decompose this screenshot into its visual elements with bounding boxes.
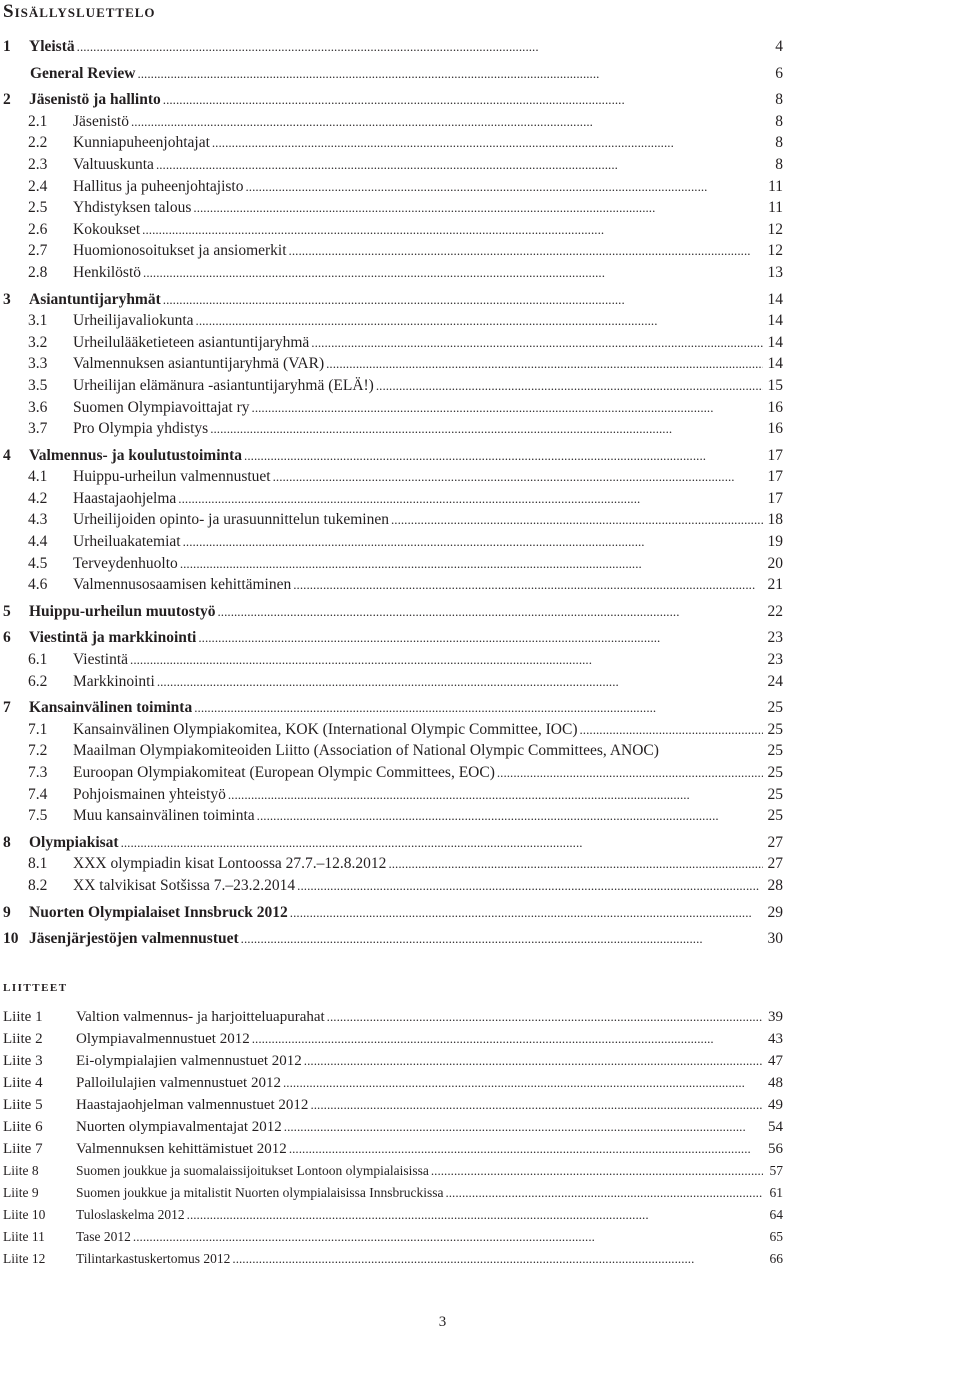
toc-entry-title: Suomen Olympiavoittajat ry <box>73 398 250 416</box>
dot-leader <box>143 262 763 284</box>
dot-leader <box>297 875 763 897</box>
appendix-label: Liite 12 <box>3 1251 46 1266</box>
dot-leader <box>241 928 763 950</box>
toc-entry-number: 4.4 <box>28 533 48 551</box>
toc-entry[interactable] <box>3 197 783 219</box>
appendix-page: 47 <box>768 1053 783 1069</box>
toc-entry-title: Nuorten Olympialaiset Innsbruck 2012 <box>29 903 288 921</box>
appendix-entry[interactable] <box>3 1160 783 1182</box>
dot-leader <box>232 1248 763 1270</box>
toc-entry[interactable] <box>3 89 783 111</box>
toc-entry-title: Asiantuntijaryhmät <box>29 290 161 308</box>
dot-leader <box>289 240 763 262</box>
toc-entry[interactable] <box>3 875 783 897</box>
toc-entry-number: 8.2 <box>28 876 48 894</box>
appendix-page: 65 <box>769 1229 783 1244</box>
toc-entry-page: 11 <box>768 199 783 217</box>
toc-entry-page: 14 <box>767 290 783 308</box>
toc-entry-title: XX talvikisat Sotšissa 7.–23.2.2014 <box>73 876 296 894</box>
toc-entry-title: Urheilulääketieteen asiantuntijaryhmä <box>73 333 310 351</box>
dot-leader <box>121 832 763 854</box>
toc-heading: Sisällysluettelo <box>3 1 156 22</box>
toc-entry-page: 25 <box>767 742 783 760</box>
page-number: 3 <box>438 1314 447 1330</box>
toc-entry[interactable] <box>3 262 783 284</box>
toc-entry-number: 3.6 <box>28 398 48 416</box>
toc-entry[interactable] <box>3 289 783 311</box>
dot-leader <box>257 805 763 827</box>
appendix-entry[interactable] <box>3 1226 783 1248</box>
toc-entry-page: 14 <box>767 355 783 373</box>
toc-entry-title: Hallitus ja puheenjohtajisto <box>73 177 244 195</box>
appendix-title: Palloilulajien valmennustuet 2012 <box>76 1075 281 1091</box>
toc-entry-page: 24 <box>767 672 783 690</box>
appendix-label: Liite 11 <box>3 1229 45 1244</box>
appendix-title: Suomen joukkue ja suomalaissijoitukset Lontoon olympialaisissa <box>76 1163 429 1178</box>
dot-leader <box>137 63 763 85</box>
toc-entry-title: Jäsenistö <box>73 112 129 130</box>
appendix-title: Haastajaohjelman valmennustuet 2012 <box>76 1097 309 1113</box>
appendix-page: 61 <box>769 1185 783 1200</box>
toc-entry-page: 14 <box>767 333 783 351</box>
appendix-label: Liite 1 <box>3 1009 43 1025</box>
appendix-list <box>3 1006 783 1270</box>
appendix-label: Liite 8 <box>3 1163 39 1178</box>
toc-entry-number: 3.3 <box>28 355 48 373</box>
toc-entry-page: 11 <box>768 177 783 195</box>
toc-entry-title: Muu kansainvälinen toiminta <box>73 807 255 825</box>
toc-entry-title: Kokoukset <box>73 220 141 238</box>
toc-entry[interactable] <box>3 784 783 806</box>
toc-entry[interactable] <box>3 805 783 827</box>
toc-entry[interactable] <box>3 928 783 950</box>
appendix-page: 57 <box>769 1163 783 1178</box>
dot-leader <box>178 488 763 510</box>
toc-entry[interactable] <box>3 719 783 741</box>
dot-leader <box>198 627 763 649</box>
toc-entry-number: 5 <box>3 602 11 620</box>
toc-entry-title: Urheilijan elämänura -asiantuntijaryhmä (ELÄ!) <box>73 376 374 394</box>
toc-entry-number: 3.2 <box>28 333 48 351</box>
dot-leader <box>244 445 763 467</box>
toc-entry[interactable] <box>3 132 783 154</box>
toc-entry-page: 17 <box>767 446 783 464</box>
toc-entry[interactable] <box>3 853 783 875</box>
dot-leader <box>497 762 763 784</box>
dot-leader <box>391 509 763 531</box>
toc-entry-page: 27 <box>767 833 783 851</box>
toc-entry-title: Huippu-urheilun muutostyö <box>29 602 216 620</box>
toc-entry-title: Euroopan Olympiakomiteat (European Olympic Committees, EOC) <box>73 764 495 781</box>
toc-entry-page: 6 <box>775 64 783 82</box>
toc-entry-page: 30 <box>767 930 783 948</box>
dot-leader <box>194 697 763 719</box>
dot-leader <box>311 332 763 354</box>
toc-entry-number: 2.6 <box>28 220 48 238</box>
toc-entry-page: 12 <box>767 220 783 238</box>
appendix-entry[interactable] <box>3 1248 783 1270</box>
appendix-page: 54 <box>768 1119 783 1135</box>
appendix-label: Liite 4 <box>3 1075 43 1091</box>
appendix-title: Olympiavalmennustuet 2012 <box>76 1031 250 1047</box>
appendix-label: Liite 5 <box>3 1097 43 1113</box>
dot-leader <box>388 853 763 875</box>
toc-entry-title: Valmennusosaamisen kehittäminen <box>73 576 292 594</box>
toc-entry-page: 12 <box>767 242 783 260</box>
appendix-page: 39 <box>768 1009 783 1025</box>
appendix-entry[interactable] <box>3 1094 783 1116</box>
dot-leader <box>130 649 763 671</box>
toc-entry-title: Jäsenistö ja hallinto <box>29 91 161 109</box>
toc-entry-title: Kansainvälinen toiminta <box>29 699 193 717</box>
dot-leader <box>133 1226 763 1248</box>
toc-entry-title: Huomionosoitukset ja ansiomerkit <box>73 242 287 260</box>
toc-entry-number: 7.2 <box>28 742 48 760</box>
toc-entry-page: 23 <box>767 651 783 669</box>
toc-entry-title: Yhdistyksen talous <box>73 199 192 217</box>
dot-leader <box>252 1028 763 1050</box>
toc-entry-number: 3.5 <box>28 376 48 394</box>
dot-leader <box>163 289 763 311</box>
toc-entry-page: 17 <box>767 489 783 507</box>
toc-entry[interactable] <box>3 397 783 419</box>
dot-leader <box>196 310 763 332</box>
toc-entry[interactable] <box>3 154 783 176</box>
dot-leader <box>157 671 763 693</box>
toc-entry[interactable] <box>3 418 783 440</box>
toc-entry-number: 3 <box>3 290 11 308</box>
toc-entry-number: 2 <box>3 91 11 109</box>
toc-entry-title: Terveydenhuolto <box>73 554 178 572</box>
toc-entry-number: 6 <box>3 629 11 647</box>
appendix-page: 64 <box>769 1207 783 1222</box>
toc-entry-page: 18 <box>767 511 783 529</box>
dot-leader <box>210 418 763 440</box>
toc-entry[interactable] <box>3 176 783 198</box>
dot-leader <box>273 466 763 488</box>
appendix-label: Liite 2 <box>3 1031 43 1047</box>
toc-entry[interactable] <box>3 310 783 332</box>
dot-leader <box>289 1138 763 1160</box>
dot-leader <box>445 1182 763 1204</box>
appendix-entry[interactable] <box>3 1116 783 1138</box>
appendix-title: Tase 2012 <box>76 1229 131 1244</box>
toc-entry-number: 7 <box>3 699 11 717</box>
toc-entry-page: 21 <box>767 576 783 594</box>
toc-entry-title: Henkilöstö <box>73 263 142 281</box>
toc-entry-page: 16 <box>767 398 783 416</box>
toc-entry-number: 6.1 <box>28 651 48 669</box>
toc-entry-number: 2.5 <box>28 199 48 217</box>
appendix-page: 66 <box>769 1251 783 1266</box>
toc-entry[interactable] <box>3 627 783 649</box>
appendix-label: Liite 3 <box>3 1053 43 1069</box>
toc-entry[interactable] <box>3 445 783 467</box>
toc-entry-number: 4 <box>3 446 11 464</box>
toc-entry-number: 8 <box>3 833 11 851</box>
toc-entry-page: 8 <box>775 134 783 152</box>
toc-entry[interactable] <box>3 353 783 375</box>
toc-entry-page: 20 <box>767 554 783 572</box>
toc-entry[interactable] <box>3 762 783 784</box>
toc-entry-number: 10 <box>3 930 19 948</box>
dot-leader <box>142 219 763 241</box>
dot-leader <box>293 574 763 596</box>
appendix-title: Ei-olympialajien valmennustuet 2012 <box>76 1053 302 1069</box>
toc-entry-title: Viestintä <box>73 651 129 669</box>
dot-leader <box>283 1072 763 1094</box>
toc-entry-page: 8 <box>775 112 783 130</box>
toc-entry-page: 13 <box>767 263 783 281</box>
dot-leader <box>180 553 763 575</box>
appendix-entry[interactable] <box>3 1204 783 1226</box>
toc-entry-number: 7.5 <box>28 807 48 825</box>
toc-entry-number: 3.7 <box>28 420 48 438</box>
toc-entry-page: 14 <box>767 312 783 330</box>
toc-entry-title: General Review <box>30 64 136 82</box>
toc-entry[interactable] <box>3 553 783 575</box>
toc-entry-title: Valmennus- ja koulutustoiminta <box>29 446 243 464</box>
toc-entry-page: 29 <box>767 903 783 921</box>
dot-leader <box>193 197 763 219</box>
toc-entry-page: 16 <box>767 420 783 438</box>
toc-entry-title: Markkinointi <box>73 672 155 690</box>
dot-leader <box>131 111 763 133</box>
toc-entry-page: 25 <box>767 699 783 717</box>
toc-entry-title: Maailman Olympiakomiteoiden Liitto (Association of National Olympic Committees, ANOC) <box>73 742 659 760</box>
dot-leader <box>187 1204 763 1226</box>
toc-entry-title: Jäsenjärjestöjen valmennustuet <box>29 930 239 948</box>
toc-entry-title: Pro Olympia yhdistys <box>73 420 209 438</box>
toc-entry-number: 1 <box>3 38 11 55</box>
toc-entry-number: 2.3 <box>28 155 48 173</box>
toc-entry-title: Valmennuksen asiantuntijaryhmä (VAR) <box>73 355 325 373</box>
dot-leader <box>327 1006 763 1028</box>
toc-entry-number: 6.2 <box>28 672 48 690</box>
toc-entry-title: Huippu-urheilun valmennustuet <box>73 468 271 486</box>
toc-entry[interactable] <box>3 509 783 531</box>
toc-entry-number: 2.7 <box>28 242 48 260</box>
dot-leader <box>77 36 763 58</box>
toc-entry-title: Urheilijavaliokunta <box>73 312 194 330</box>
toc-entry[interactable] <box>3 375 783 397</box>
toc-entry-title: Valtuuskunta <box>73 155 154 173</box>
dot-leader <box>310 1094 763 1116</box>
appendix-title: Valtion valmennus- ja harjoitteluapurahat <box>76 1009 325 1025</box>
appendix-entry[interactable] <box>3 1138 783 1160</box>
appendix-heading: liitteet <box>3 978 68 995</box>
toc-entry-page: 25 <box>767 807 783 825</box>
toc-entry-number: 2.1 <box>28 112 48 130</box>
appendix-title: Nuorten olympiavalmentajat 2012 <box>76 1119 282 1135</box>
appendix-entry[interactable] <box>3 1028 783 1050</box>
appendix-entry[interactable] <box>3 1050 783 1072</box>
toc-entry[interactable] <box>3 219 783 241</box>
appendix-page: 48 <box>768 1075 783 1091</box>
dot-leader <box>431 1160 763 1182</box>
toc-entry-title: Yleistä <box>29 38 75 55</box>
dot-leader <box>156 154 763 176</box>
toc-entry[interactable] <box>3 697 783 719</box>
toc-entry-page: 8 <box>775 91 783 109</box>
dot-leader <box>212 132 763 154</box>
toc-entry[interactable] <box>3 832 783 854</box>
dot-leader <box>183 531 763 553</box>
appendix-entry[interactable] <box>3 1072 783 1094</box>
toc-entry-page: 23 <box>767 629 783 647</box>
appendix-title: Tilintarkastuskertomus 2012 <box>76 1251 231 1266</box>
dot-leader <box>163 89 763 111</box>
dot-leader <box>252 397 763 419</box>
toc-entry-number: 8.1 <box>28 855 48 873</box>
appendix-label: Liite 9 <box>3 1185 39 1200</box>
appendix-label: Liite 10 <box>3 1207 46 1222</box>
toc-entry[interactable] <box>3 649 783 671</box>
toc-entry-title: Olympiakisat <box>29 833 119 851</box>
toc-entry[interactable] <box>3 240 783 262</box>
appendix-label: Liite 7 <box>3 1141 43 1157</box>
appendix-entry[interactable] <box>3 1006 783 1028</box>
appendix-title: Valmennuksen kehittämistuet 2012 <box>76 1141 287 1157</box>
appendix-title: Suomen joukkue ja mitalistit Nuorten olympialaisissa Innsbruckissa <box>76 1185 444 1200</box>
toc-entry-page: 27 <box>767 855 783 873</box>
toc-entry[interactable] <box>3 671 783 693</box>
toc-entry-page: 25 <box>767 720 783 738</box>
dot-leader <box>290 902 763 924</box>
toc-entry-title: Pohjoismainen yhteistyö <box>73 785 226 803</box>
toc-entry-page: 28 <box>767 876 783 894</box>
toc-entry-title: Urheilijoiden opinto- ja urasuunnittelun tukeminen <box>73 511 389 529</box>
toc-entry-page: 15 <box>767 376 783 394</box>
toc-entry[interactable] <box>3 902 783 924</box>
toc-entry-number: 9 <box>3 903 11 921</box>
dot-leader <box>228 784 763 806</box>
dot-leader <box>376 375 763 397</box>
toc-entry-title: XXX olympiadin kisat Lontoossa 27.7.–12.8.2012 <box>73 855 387 873</box>
toc-entry-number: 2.2 <box>28 134 48 152</box>
toc-entry-number: 4.3 <box>28 511 48 529</box>
toc-entry[interactable] <box>3 111 783 133</box>
toc-entry-number: 7.4 <box>28 785 48 803</box>
dot-leader <box>245 176 763 198</box>
toc-entry[interactable] <box>3 531 783 553</box>
appendix-title: Tuloslaskelma 2012 <box>76 1207 185 1222</box>
toc-entry-number: 2.4 <box>28 177 48 195</box>
dot-leader <box>580 719 764 741</box>
toc-entry[interactable] <box>3 332 783 354</box>
toc-entry-number: 7.3 <box>28 764 48 781</box>
dot-leader <box>326 353 763 375</box>
toc-entry-number: 4.5 <box>28 554 48 572</box>
toc-entry-title: Urheiluakatemiat <box>73 533 181 551</box>
toc-entry-number: 3.1 <box>28 312 48 330</box>
toc-entry-page: 17 <box>767 468 783 486</box>
dot-leader <box>304 1050 763 1072</box>
toc-entry-page: 22 <box>767 602 783 620</box>
toc-entry-number: 4.6 <box>28 576 48 594</box>
toc-entry-page: 19 <box>767 533 783 551</box>
toc-entry[interactable] <box>3 488 783 510</box>
toc-entry[interactable] <box>3 601 783 623</box>
toc-entry-number: 7.1 <box>28 720 48 738</box>
appendix-entry[interactable] <box>3 1182 783 1204</box>
table-of-contents <box>3 36 783 950</box>
toc-entry[interactable] <box>3 574 783 596</box>
appendix-label: Liite 6 <box>3 1119 43 1135</box>
toc-entry-page: 25 <box>767 764 783 781</box>
toc-entry-number: 4.2 <box>28 489 48 507</box>
toc-entry[interactable] <box>3 36 783 58</box>
toc-entry-page: 8 <box>775 155 783 173</box>
appendix-page: 56 <box>768 1141 783 1157</box>
toc-entry-page: 4 <box>775 38 783 55</box>
toc-entry-title: Viestintä ja markkinointi <box>29 629 197 647</box>
toc-entry-number: 4.1 <box>28 468 48 486</box>
dot-leader <box>284 1116 763 1138</box>
dot-leader <box>218 601 764 623</box>
appendix-page: 43 <box>768 1031 783 1047</box>
toc-entry-page: 25 <box>767 785 783 803</box>
toc-entry-title: Haastajaohjelma <box>73 489 177 507</box>
toc-entry-title: Kunniapuheenjohtajat <box>73 134 210 152</box>
toc-entry[interactable] <box>3 63 783 85</box>
toc-entry[interactable] <box>3 740 783 762</box>
appendix-page: 49 <box>768 1097 783 1113</box>
toc-entry[interactable] <box>3 466 783 488</box>
toc-entry-number: 2.8 <box>28 263 48 281</box>
toc-entry-title: Kansainvälinen Olympiakomitea, KOK (International Olympic Committee, IOC) <box>73 720 578 738</box>
